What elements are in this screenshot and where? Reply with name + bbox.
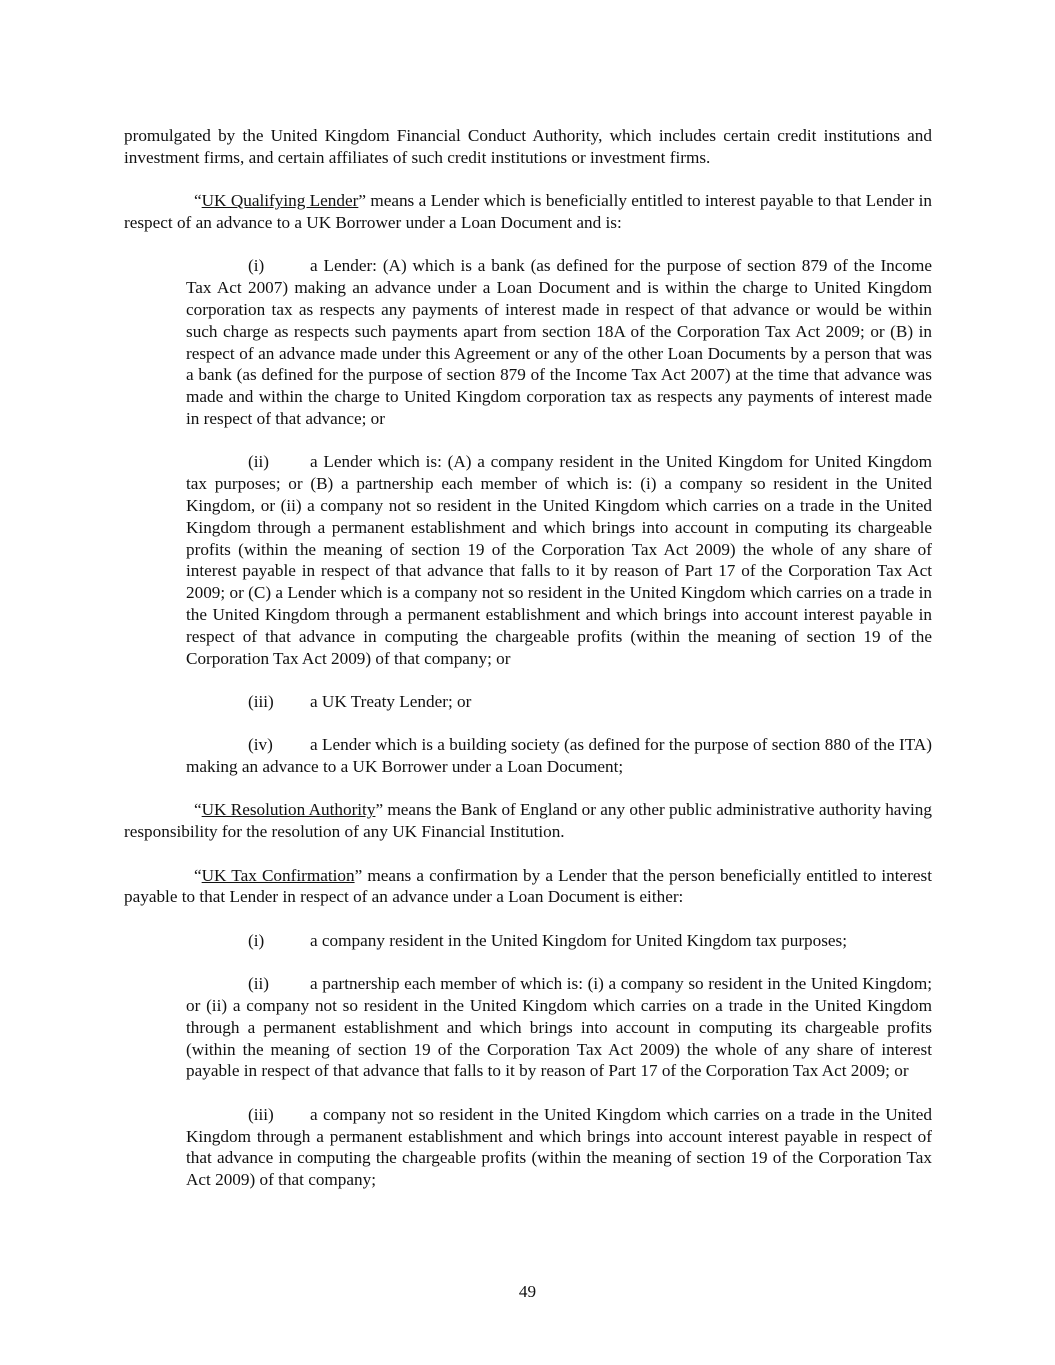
- item-number: (iii): [248, 691, 274, 711]
- list-item: [186, 734, 932, 778]
- item-text: a Lender: (A) which is a bank (as defined for the purpose of section 879 of the Income Tax Act 2007) making an advance under a Loan Document and is within the charge to United Kingdom corporation tax as respects any payments of interest made in respect of that advance or would be within such charge as respects such payments apart from section 18A of the Corporation Tax Act 2009; or (B) in respect of an advance made under this Agreement or any of the other Loan Documents by a person that was a bank (as defined for the purpose of section 879 of the Income Tax Act 2007) at the time that advance was made and within the charge to United Kingdom corporation tax as respects any payments of interest made in respect of that advance; or: [186, 256, 932, 428]
- definition-text: ” means a confirmation by a Lender that the person beneficially entitled to interest payable to that Lender in respect of an advance under a Loan Document is either:: [124, 865, 932, 907]
- list-item: [186, 691, 932, 713]
- list-item: [186, 255, 932, 429]
- item-number: (i): [248, 930, 265, 950]
- list-item: [186, 930, 932, 952]
- item-number: (iv): [248, 735, 273, 755]
- definition-text: ” means a Lender which is beneficially entitled to interest payable to that Lender in respect of an advance to a UK Borrower under a Loan Document and is:: [124, 191, 932, 232]
- item-text: a Lender which is a building society (as defined for the purpose of section 880 of the ITA) making an advance to a UK Borrower under a Loan Document;: [186, 735, 932, 777]
- intro-paragraph: promulgated by the United Kingdom Financial Conduct Authority, which includes certain credit institutions and investment firms, and certain affiliates of such credit institutions or investment firms.: [124, 126, 932, 167]
- definition-uk-qualifying-lender: [124, 190, 932, 234]
- item-number: (ii): [248, 452, 269, 472]
- item-number: (i): [248, 256, 265, 276]
- item-number: (ii): [248, 974, 269, 994]
- definition-text: ” means the Bank of England or any other public administrative authority having responsibility for the resolution of any UK Financial Institution.: [124, 800, 932, 842]
- item-text: a company resident in the United Kingdom for United Kingdom tax purposes;: [310, 930, 848, 950]
- page-number: 49: [518, 1282, 537, 1301]
- list-item: [186, 451, 932, 669]
- open-quote: “: [194, 800, 202, 820]
- definition-uk-resolution-authority: [124, 799, 932, 843]
- open-quote: “: [194, 865, 202, 885]
- document-page: [124, 125, 932, 1191]
- list-item: [186, 1104, 932, 1191]
- item-number: (iii): [248, 1104, 274, 1124]
- defined-term: UK Qualifying Lender: [201, 191, 359, 211]
- open-quote: “: [194, 191, 202, 211]
- definition-uk-tax-confirmation: [124, 865, 932, 909]
- item-text: a company not so resident in the United Kingdom which carries on a trade in the United Kingdom through a permanent establishment and which brings into account interest payable in respect of that advance in computing the chargeable profits (within the meaning of section 19 of the Corporation Tax Act 2009) of that company;: [186, 1104, 932, 1190]
- item-text: a partnership each member of which is: (i) a company so resident in the United Kingdom; or (ii) a company not so resident in the United Kingdom which carries on a trade in the United Kingdom through a permanent establishment and which brings into account in computing its chargeable profits (within the meaning of section 19 of the Corporation Tax Act 2009) the whole of any share of interest payable in respect of that advance that falls to it by reason of Part 17 of the Corporation Tax Act 2009; or: [186, 974, 932, 1081]
- list-item: [186, 973, 932, 1082]
- item-text: a Lender which is: (A) a company resident in the United Kingdom for United Kingdom tax purposes; or (B) a partnership each member of which is: (i) a company so resident in the United Kingdom, or (ii) a company not so resident in the United Kingdom which carries on a trade in the United Kingdom through a permanent establishment and which brings into account in computing its chargeable profits (within the meaning of section 19 of the Corporation Tax Act 2009) the whole of any share of interest payable in respect of that advance that falls to it by reason of Part 17 of the Corporation Tax Act 2009; or (C) a Lender which is a company not so resident in the United Kingdom which carries on a trade in the United Kingdom through a permanent establishment and which brings into account interest payable in respect of that advance in computing the chargeable profits (within the meaning of section 19 of the Corporation Tax Act 2009) of that company; or: [186, 452, 932, 668]
- item-text: a UK Treaty Lender; or: [310, 691, 472, 711]
- defined-term: UK Tax Confirmation: [201, 865, 355, 885]
- defined-term: UK Resolution Authority: [201, 800, 376, 820]
